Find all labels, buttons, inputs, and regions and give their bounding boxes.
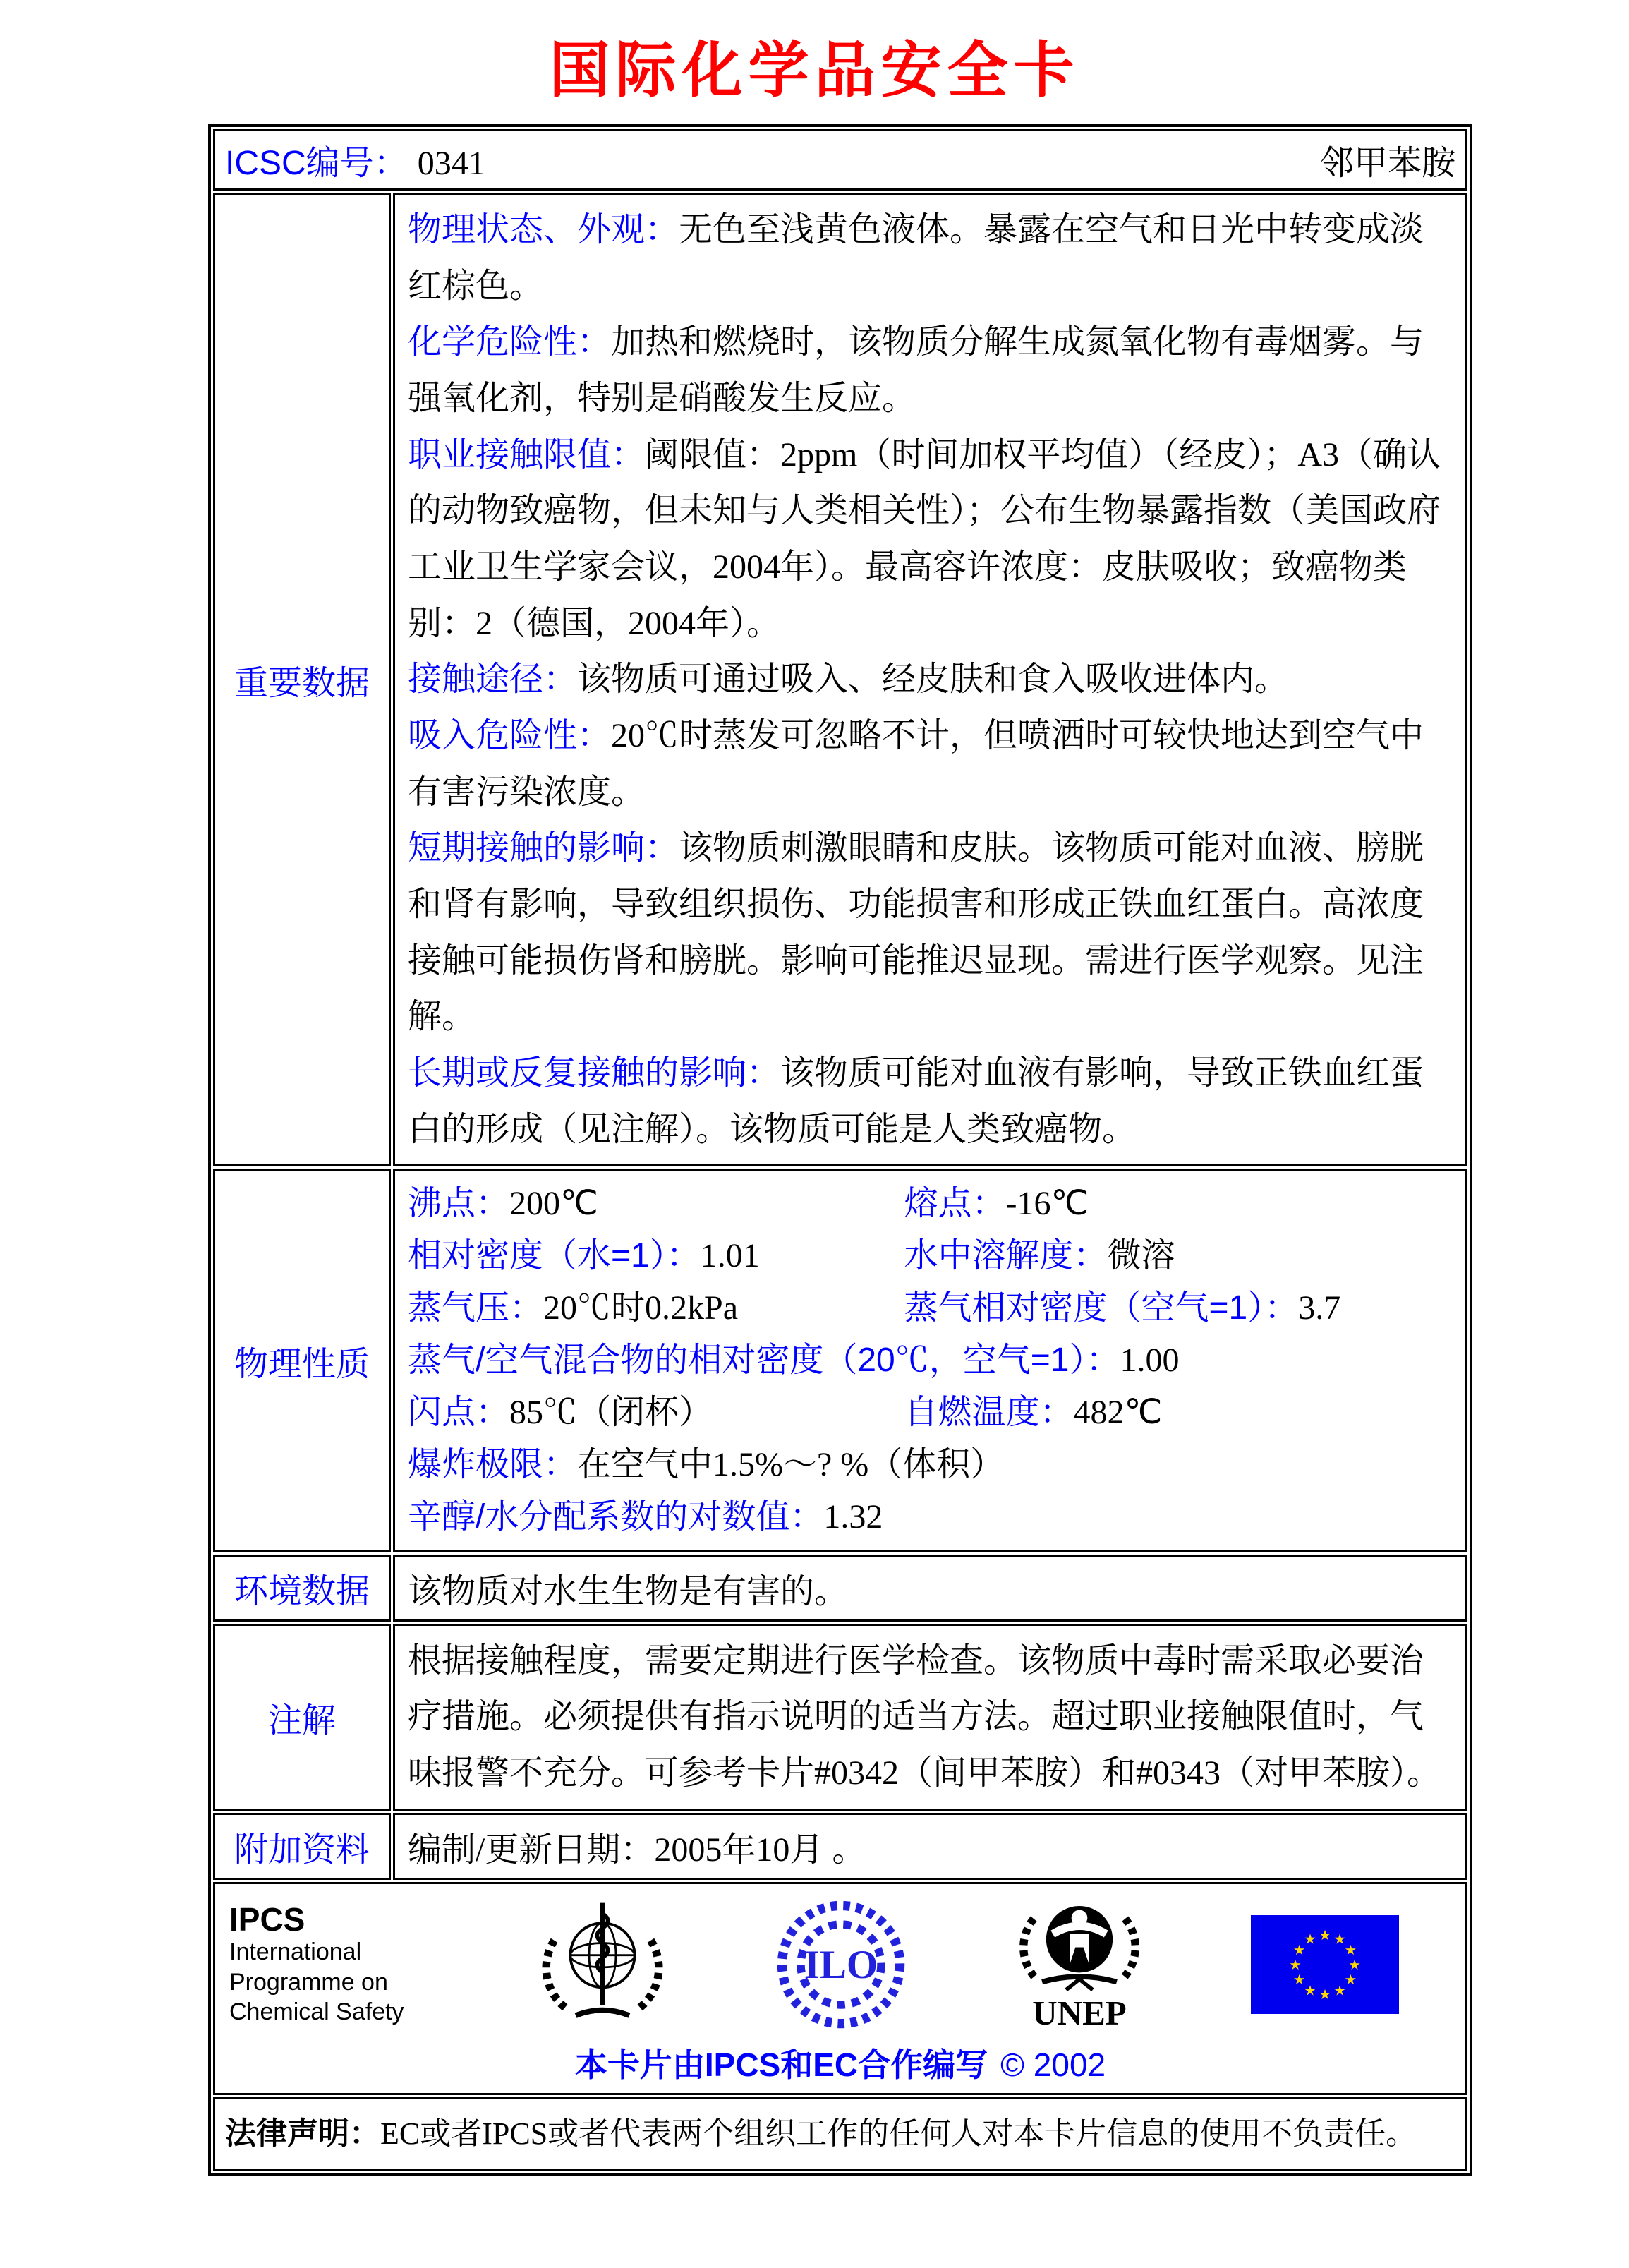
icsc-number-label: ICSC编号： (225, 145, 408, 182)
important-item: 接触途径：该物质可通过吸入、经皮肤和食入吸收进体内。 (408, 661, 1289, 699)
ipcs-text-block: IPCS International Programme on Chemical Safety (229, 1902, 483, 2027)
logos-cell (213, 1882, 1467, 2095)
unep-icon (1012, 1894, 1146, 2035)
logos-row (213, 1882, 1467, 2095)
legal-notice: 法律声明：EC或者IPCS或者代表两个组织工作的任何人对本卡片信息的使用不负责任。 (213, 2097, 1467, 2171)
additional-info-row (213, 1813, 1467, 1880)
svg-text:UNEP: UNEP (1032, 1993, 1127, 2032)
svg-text:★: ★ (1304, 1982, 1316, 1999)
notes-row (213, 1624, 1467, 1811)
environmental-data-label: 环境数据 (213, 1555, 391, 1622)
important-data-content (393, 193, 1467, 1166)
legal-row (213, 2097, 1467, 2171)
physical-properties-row (213, 1169, 1467, 1552)
important-item: 化学危险性：加热和燃烧时，该物质分解生成氮氧化物有毒烟雾。与强氧化剂，特别是硝酸发生反应。 (408, 323, 1424, 418)
physical-row: 沸点：200℃ 熔点：-16℃ (408, 1185, 1089, 1223)
notes-content: 根据接触程度，需要定期进行医学检查。该物质中毒时需采取必要治疗措施。必须提供有指示说明的适当方法。超过职业接触限值时，气味报警不充分。可参考卡片#0342（间甲苯胺）和#0343（对甲苯胺）。 (393, 1624, 1467, 1811)
eu-flag-icon (1251, 1915, 1399, 2014)
physical-row: 蒸气/空气混合物的相对密度（20℃，空气=1）：1.00 (408, 1341, 1180, 1380)
svg-text:★: ★ (1304, 1931, 1316, 1948)
physical-row: 相对密度（水=1）：1.01 水中溶解度：微溶 (408, 1237, 1175, 1275)
cooperation-caption: 本卡片由IPCS和EC合作编写 © 2002 (574, 2046, 1106, 2083)
important-item: 短期接触的影响：该物质刺激眼睛和皮肤。该物质可能对血液、膀胱和肾有影响，导致组织损伤、功能损害和形成正铁血红蛋白。高浓度接触可能损伤肾和膀胱。影响可能推迟显现。需进行医学观察。见注解。 (408, 829, 1424, 1036)
svg-text:★: ★ (1333, 1931, 1346, 1948)
svg-text:★: ★ (1292, 1941, 1306, 1958)
header-row (213, 129, 1467, 191)
page-title: 国际化学品安全卡 (549, 37, 1080, 104)
important-item: 职业接触限值：阈限值：2ppm（时间加权平均值）（经皮）；A3（确认的动物致癌物，但未知与人类相关性）；公布生物暴露指数（美国政府工业卫生学家会议，2004年）。最高容许浓度：皮肤吸收；致癌物类别：2（德国，2004年）。 (408, 435, 1441, 642)
svg-text:ILO: ILO (804, 1942, 878, 1987)
svg-text:★: ★ (1344, 1971, 1357, 1988)
card-header-cell (213, 129, 1467, 191)
svg-text:★: ★ (1292, 1971, 1306, 1988)
svg-text:★: ★ (1348, 1956, 1361, 1973)
legal-label: 法律声明： (225, 2116, 380, 2151)
svg-text:★: ★ (1289, 1956, 1302, 1973)
important-item: 吸入危险性：20℃时蒸发可忽略不计，但喷洒时可较快地达到空气中有害污染浓度。 (408, 717, 1424, 811)
svg-text:★: ★ (1319, 1926, 1331, 1943)
important-data-label: 重要数据 (213, 193, 391, 1166)
svg-text:★: ★ (1319, 1986, 1331, 2003)
environmental-data-row (213, 1555, 1467, 1622)
environmental-data-content: 该物质对水生生物是有害的。 (393, 1555, 1467, 1622)
important-item: 长期或反复接触的影响：该物质可能对血液有影响，导致正铁血红蛋白的形成（见注解）。该物质可能是人类致癌物。 (408, 1054, 1424, 1148)
who-icon (535, 1898, 670, 2032)
svg-text:★: ★ (1333, 1982, 1346, 1999)
ipcs-title: IPCS (229, 1900, 305, 1938)
physical-properties-label: 物理性质 (213, 1169, 391, 1552)
physical-row: 蒸气压：20℃时0.2kPa 蒸气相对密度（空气=1）：3.7 (408, 1289, 1341, 1327)
additional-info-label: 附加资料 (213, 1813, 391, 1880)
additional-info-content: 编制/更新日期：2005年10月 。 (393, 1813, 1467, 1880)
physical-row: 闪点：85℃（闭杯） 自燃温度：482℃ (408, 1394, 1163, 1432)
important-item: 物理状态、外观：无色至浅黄色液体。暴露在空气和日光中转变成淡红棕色。 (408, 211, 1424, 305)
icsc-card (208, 124, 1472, 2176)
important-data-row (213, 193, 1467, 1166)
notes-label: 注解 (213, 1624, 391, 1811)
physical-properties-content (393, 1169, 1467, 1552)
physical-row: 爆炸极限：在空气中1.5%～? %（体积） (408, 1445, 1005, 1483)
icsc-number-value: 0341 (417, 145, 485, 182)
physical-row: 辛醇/水分配系数的对数值：1.32 (408, 1497, 883, 1536)
svg-text:★: ★ (1344, 1941, 1357, 1958)
chemical-name: 邻甲苯胺 (1319, 145, 1455, 182)
icsc-number (225, 135, 485, 184)
copyright: © 2002 (1000, 2046, 1106, 2083)
ilo-icon (774, 1898, 908, 2032)
